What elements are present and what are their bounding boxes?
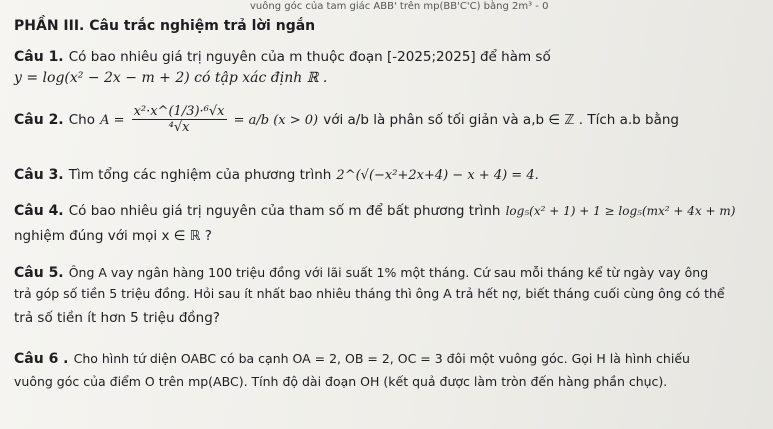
question-text: Ông A vay ngân hàng 100 triệu đồng với lãi suất 1% một tháng. Cứ sau mỗi tháng kể từ ngày vay ông (68, 265, 709, 280)
question-prefix: Cho (68, 112, 95, 128)
question-text: Có bao nhiêu giá trị nguyên của tham số m để bất phương trình (68, 203, 501, 219)
question-5 (14, 262, 708, 281)
question-label: Câu 6 . (14, 351, 69, 367)
question-label: Câu 2. (14, 112, 64, 128)
question-text: với a/b là phân số tối giản và a,b ∈ ℤ . Tích a.b bằng (323, 112, 679, 128)
section-title: PHẦN III. Câu trắc nghiệm trả lời ngắn (14, 18, 316, 34)
question-text: Tìm tổng các nghiệm của phương trình (68, 167, 332, 183)
expression-fraction (132, 104, 227, 135)
question-4-formula: log₅(x² + 1) + 1 ≥ log₅(mx² + 4x + m) (505, 204, 736, 218)
equals-a-over-b: = a/b (x > 0) (233, 113, 319, 128)
fraction-numerator: x²·x^(1/3)·⁶√x (133, 104, 225, 119)
question-3 (14, 164, 539, 183)
question-6 (14, 348, 690, 367)
question-1-formula: y = log(x² − 2x − m + 2) có tập xác định ℝ . (14, 70, 328, 86)
question-text: Có bao nhiêu giá trị nguyên của m thuộc đoạn [-2025;2025] để hàm số (68, 49, 551, 65)
question-label: Câu 4. (14, 203, 64, 219)
top-fragment: vuông góc của tam giác ABB' trên mp(BB'C'C) bằng 2m³ - 0 (250, 1, 549, 12)
fraction-denominator: ⁴√x (168, 120, 190, 135)
question-5-line-2: trả góp số tiền 5 triệu đồng. Hỏi sau ít nhất bao nhiêu tháng thì ông A trả hết nợ, biết tháng cuối cùng ông có thể (14, 286, 725, 301)
question-2 (14, 104, 679, 135)
question-4-continued: nghiệm đúng với mọi x ∈ ℝ ? (14, 228, 212, 244)
question-label: Câu 1. (14, 49, 64, 65)
question-6-line-2: vuông góc của điểm O trên mp(ABC). Tính độ dài đoạn OH (kết quả được làm tròn đến hàng phần chục). (14, 374, 668, 389)
question-label: Câu 5. (14, 265, 64, 281)
a-equals: A = (100, 113, 125, 128)
question-label: Câu 3. (14, 167, 64, 183)
question-5-line-3: trả số tiền ít hơn 5 triệu đồng? (14, 310, 220, 326)
question-4 (14, 200, 735, 219)
question-3-formula: 2^(√(−x²+2x+4) − x + 4) = 4. (336, 168, 539, 183)
question-1 (14, 46, 551, 65)
question-text: Cho hình tứ diện OABC có ba cạnh OA = 2, OB = 2, OC = 3 đôi một vuông góc. Gọi H là hình chiếu (73, 351, 690, 366)
